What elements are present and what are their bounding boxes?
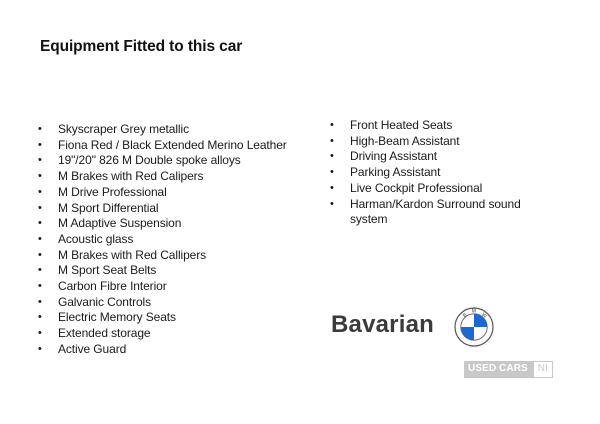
page-title: Equipment Fitted to this car [40, 38, 243, 55]
list-item: • M Drive Professional [38, 185, 308, 201]
list-item: • M Sport Seat Belts [38, 263, 308, 279]
bmw-logo-icon [454, 307, 494, 347]
list-item: • Harman/Kardon Surround sound system [330, 197, 530, 228]
list-item: • M Adaptive Suspension [38, 216, 308, 232]
badge-region: NI [533, 361, 553, 378]
bmw-letter-b: B [461, 312, 469, 320]
list-item: • Parking Assistant [330, 165, 530, 181]
list-item: • Live Cockpit Professional [330, 181, 530, 197]
list-item: • Active Guard [38, 342, 308, 358]
list-item: • High-Beam Assistant [330, 134, 530, 150]
list-item: • M Sport Differential [38, 201, 308, 217]
list-item: • 19"/20" 826 M Double spoke alloys [38, 153, 308, 169]
list-item: • Electric Memory Seats [38, 310, 308, 326]
list-item: • Fiona Red / Black Extended Merino Leather [38, 138, 308, 154]
bmw-letter-w: W [480, 311, 488, 320]
list-item: • Front Heated Seats [330, 118, 530, 134]
list-item: • M Brakes with Red Callipers [38, 248, 308, 264]
list-item: • Driving Assistant [330, 149, 530, 165]
list-item: • Skyscraper Grey metallic [38, 122, 308, 138]
bmw-letter-m: M [471, 308, 476, 315]
list-item: • Carbon Fibre Interior [38, 279, 308, 295]
equipment-list-right [330, 118, 530, 228]
list-item: • Galvanic Controls [38, 295, 308, 311]
used-cars-ni-badge [464, 361, 553, 378]
list-item: • M Brakes with Red Calipers [38, 169, 308, 185]
badge-used-cars: USED CARS [464, 361, 533, 378]
dealer-logo-text: Bavarian [331, 311, 434, 338]
list-item: • Extended storage [38, 326, 308, 342]
equipment-list-left [38, 122, 308, 358]
list-item: • Acoustic glass [38, 232, 308, 248]
